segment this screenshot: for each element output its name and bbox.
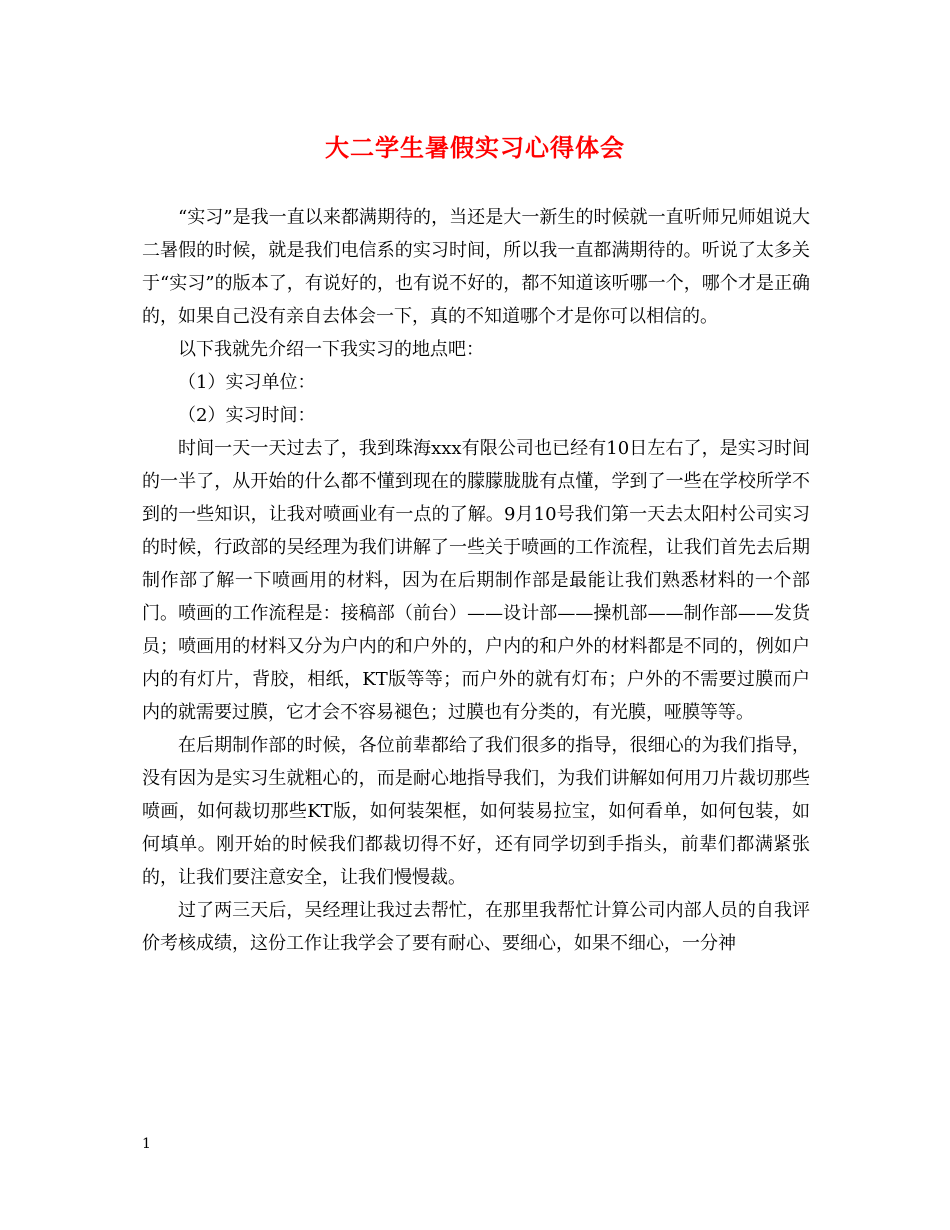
document-title: 大二学生暑假实习心得体会	[325, 133, 625, 162]
document-body	[142, 201, 810, 960]
paragraph: 以下我就先介绍一下我实习的地点吧：	[178, 339, 484, 360]
paragraph: （2）实习时间：	[178, 405, 316, 426]
paragraph: 在后期制作部的时候，各位前辈都给了我们很多的指导，很细心的为我们指导，没有因为是实习生就粗心的，而是耐心地指导我们，为我们讲解如何用刀片裁切那些喷画，如何裁切那些KT版，如何装架框，如何装易拉宝，如何看单，如何包装，如何填单。刚开始的时候我们都裁切得不好，还有同学切到手指头，前辈们都满紧张的，让我们要注意安全，让我们慢慢裁。	[142, 735, 810, 888]
page-number: 1	[142, 1136, 151, 1152]
paragraph: （1）实习单位：	[178, 372, 316, 393]
paragraph: “实习”是我一直以来都满期待的，当还是大一新生的时候就一直听师兄师姐说大二暑假的时候，就是我们电信系的实习时间，所以我一直都满期待的。听说了太多关于“实习”的版本了，有说好的，也有说不好的，都不知道该听哪一个，哪个才是正确的，如果自己没有亲自去体会一下，真的不知道哪个才是你可以相信的。	[142, 207, 810, 327]
paragraph: 过了两三天后，吴经理让我过去帮忙，在那里我帮忙计算公司内部人员的自我评价考核成绩，这份工作让我学会了要有耐心、要细心，如果不细心，一分神	[142, 900, 810, 954]
paragraph: 时间一天一天过去了，我到珠海xxx有限公司也已经有10日左右了，是实习时间的一半了，从开始的什么都不懂到现在的朦朦胧胧有点懂，学到了一些在学校所学不到的一些知识，让我对喷画业有一点的了解。9月10号我们第一天去太阳村公司实习的时候，行政部的吴经理为我们讲解了一些关于喷画的工作流程，让我们首先去后期制作部了解一下喷画用的材料，因为在后期制作部是最能让我们熟悉材料的一个部门。喷画的工作流程是：接稿部（前台）——设计部——操机部——制作部——发货员；喷画用的材料又分为户内的和户外的，户内的和户外的材料都是不同的，例如户内的有灯片，背胶，相纸，KT版等等；而户外的就有灯布；户外的不需要过膜而户内的就需要过膜，它才会不容易褪色；过膜也有分类的，有光膜，哑膜等等。	[142, 438, 810, 723]
